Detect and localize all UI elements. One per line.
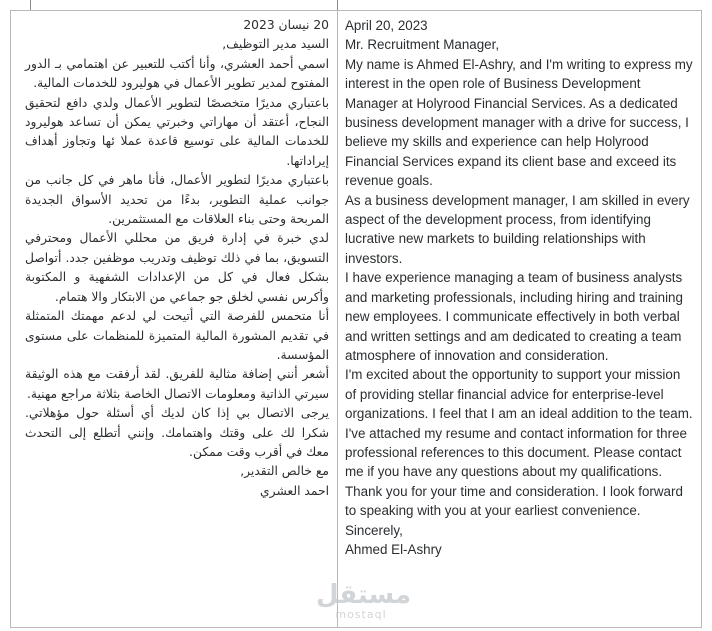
english-paragraph-2: As a business development manager, I am skilled in every aspect of the development process, from identifying lucrative new markets to building relationships with investors. (345, 192, 690, 266)
english-paragraph-5: Thank you for your time and consideration. I look forward to speaking with you at your earliest convenience. (345, 483, 683, 519)
arabic-paragraph-4: لدي خبرة في إدارة فريق من محللي الأعمال ومحترفي التسويق، بما في ذلك توظيف وتدريب موظفين جدد. أتواصل بشكل فعال في كل من الإعدادات الشفهية و المكتوبة وأكرس نفسي لخلق جو جماعي من الابتكار والا هتمام. (25, 231, 329, 304)
english-paragraph-3: I have experience managing a team of business analysts and marketing professionals, including hiring and training new employees. I communicate effectively in both verbal and written settings and am dedicated to creating a team atmosphere of innovation and consideration. (345, 270, 683, 363)
arabic-date: 20 نيسان 2023 (243, 18, 329, 32)
english-closing: Sincerely, (345, 522, 403, 538)
arabic-signature: احمد العشري (260, 483, 329, 498)
mostaql-site-text: mostaql (335, 608, 387, 621)
english-date: April 20, 2023 (345, 18, 428, 33)
english-salutation: Mr. Recruitment Manager, (345, 37, 500, 53)
english-column (338, 11, 701, 627)
english-signature: Ahmed El-Ashry (345, 541, 442, 557)
cover-letter-sheet (10, 10, 702, 628)
arabic-paragraph-6: أشعر أنني إضافة مثالية للفريق. لقد أرفقت مع هذه الوثيقة سيرتي الذاتية ومعلومات الاتصال الخاصة بثلاثة مراجع مهنية. (25, 367, 329, 401)
arabic-paragraph-2: باعتباري مديرًا متخصصًا لتطوير الأعمال ولدي دافع لتحقيق النجاح، أعتقد أن مهاراتي وخبرتي يمكن أن تساعد هوليرود للخدمات المالية على توسيع قاعدة عملا ئها وتجاوز أهداف إيراداتها. (25, 95, 329, 168)
arabic-paragraph-7: يرجى الاتصال بي إذا كان لديك أي أسئلة حول مؤهلاتي. شكرا لك على وقتك واهتمامك. وإنني أتطلع إلى التحدث معك في أقرب وقت ممكن. (25, 406, 329, 459)
arabic-paragraph-1: اسمي أحمد العشري، وأنا أكتب للتعبير عن اهتمامي بـ الدور المفتوح لمدير تطوير الأعمال في هوليرود للخدمات المالية. (25, 56, 329, 91)
english-paragraph-4: I'm excited about the opportunity to support your mission of providing stellar financial advice for enterprise-level organizations. I feel that I am an ideal addition to the team. I've attached my resume and contact information for three professional references to this document. Please contact me if you have any questions about my qualifications. (345, 367, 693, 480)
mostaql-logo-text: مستقل (316, 580, 412, 610)
arabic-closing: مع خالص التقدير, (240, 464, 329, 479)
arabic-column (11, 11, 338, 627)
arabic-paragraph-3: باعتباري مديرًا لتطوير الأعمال، فأنا ماهر في كل جانب من جوانب عملية التطوير، بدءًا من تحديد الأسواق الجديدة المربحة وحتى بناء العلاقات مع المستثمرين. (25, 173, 329, 227)
arabic-salutation: السيد مدير التوظيف, (222, 37, 329, 52)
arabic-paragraph-5: أنا متحمس للفرصة التي أتيحت لي لدعم مهمتك المتمثلة في تقديم المشورة المالية المتميزة للمنظمات على مستوى المؤسسة. (25, 309, 329, 362)
english-paragraph-1: My name is Ahmed El-Ashry, and I'm writing to express my interest in the open role of Business Development Manager at Holyrood Financial Services. As a dedicated business development manager with a drive for success, I believe my skills and experience can help Holyrood Financial Services expand its client base and exceed its revenue goals. (345, 56, 693, 189)
